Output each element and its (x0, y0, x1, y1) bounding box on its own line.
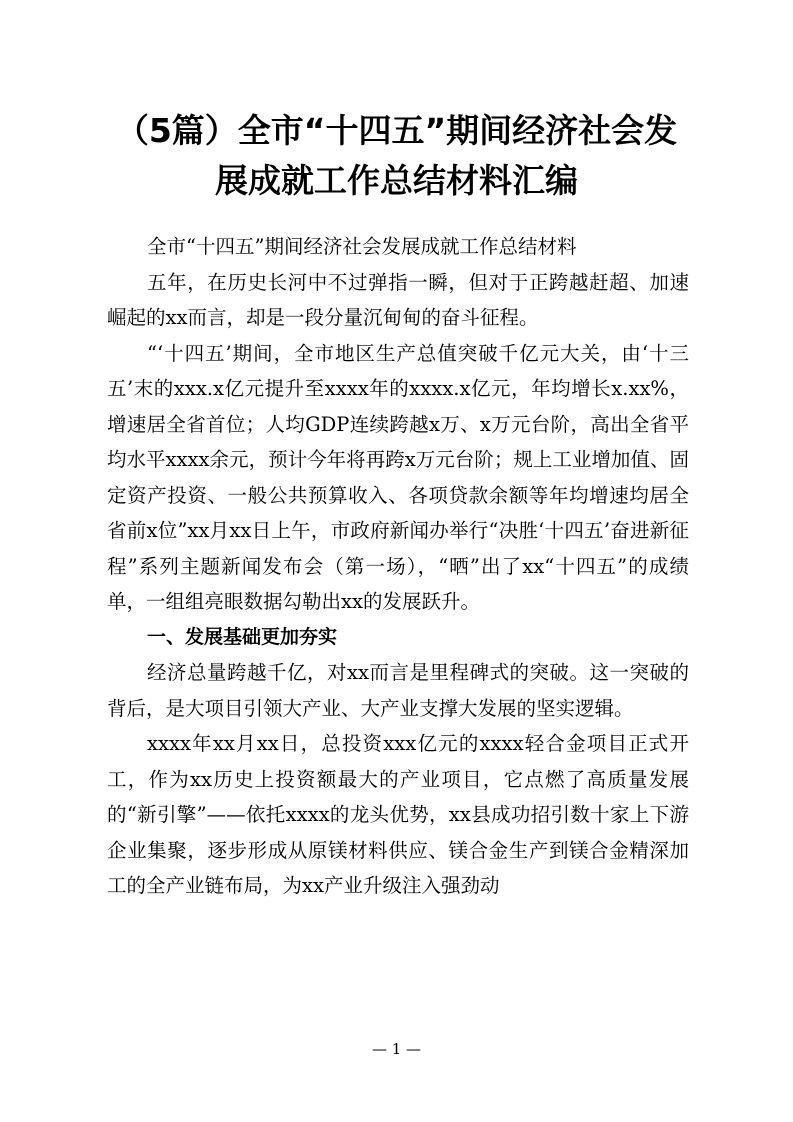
section-subtitle: 全市“十四五”期间经济社会发展成就工作总结材料 (147, 235, 577, 258)
paragraph-3: 经济总量跨越千亿，对xx而言是里程碑式的突破。这一突破的背后，是大项目引领大产业、大产业支撑大发展的坚实逻辑。 (107, 661, 689, 720)
document-title (60, 106, 733, 206)
section-heading-1: 一、发展基础更加夯实 (147, 625, 338, 648)
page-number: — 1 — (371, 1040, 422, 1058)
document-body (107, 229, 689, 904)
title-line-1: （5篇）全市“十四五”期间经济社会发 (115, 111, 678, 150)
paragraph-1: 五年，在历史长河中不过弹指一瞬，但对于正跨越赶超、加速崛起的xx而言，却是一段分量沉甸甸的奋斗征程。 (107, 270, 689, 329)
paragraph-4: xxxx年xx月xx日，总投资xxx亿元的xxxx轻合金项目正式开工，作为xx历史上投资额最大的产业项目，它点燃了高质量发展的“新引擎”——依托xxxx的龙头优势，xx县成功招引数十家上下游企业集聚，逐步形成从原镁材料供应、镁合金生产到镁合金精深加工的全产业链布局，为xx产业升级注入强劲动 (107, 732, 689, 897)
paragraph-2: “‘十四五’期间，全市地区生产总值突破千亿元大关，由‘十三五’末的xxx.x亿元提升至xxxx年的xxxx.x亿元，年均增长x.xx%，增速居全省首位；人均GDP连续跨越x万、x万元台阶，高出全省平均水平xxxx余元，预计今年将再跨x万元台阶；规上工业增加值、固定资产投资、一般公共预算收入、各项贷款余额等年均增速均居全省前x位”xx月xx日上午，市政府新闻办举行“决胜‘十四五’奋进新征程”系列主题新闻发布会（第一场），“晒”出了xx“十四五”的成绩单，一组组亮眼数据勾勒出xx的发展跃升。 (107, 341, 689, 613)
title-line-2: 展成就工作总结材料汇编 (215, 161, 578, 200)
